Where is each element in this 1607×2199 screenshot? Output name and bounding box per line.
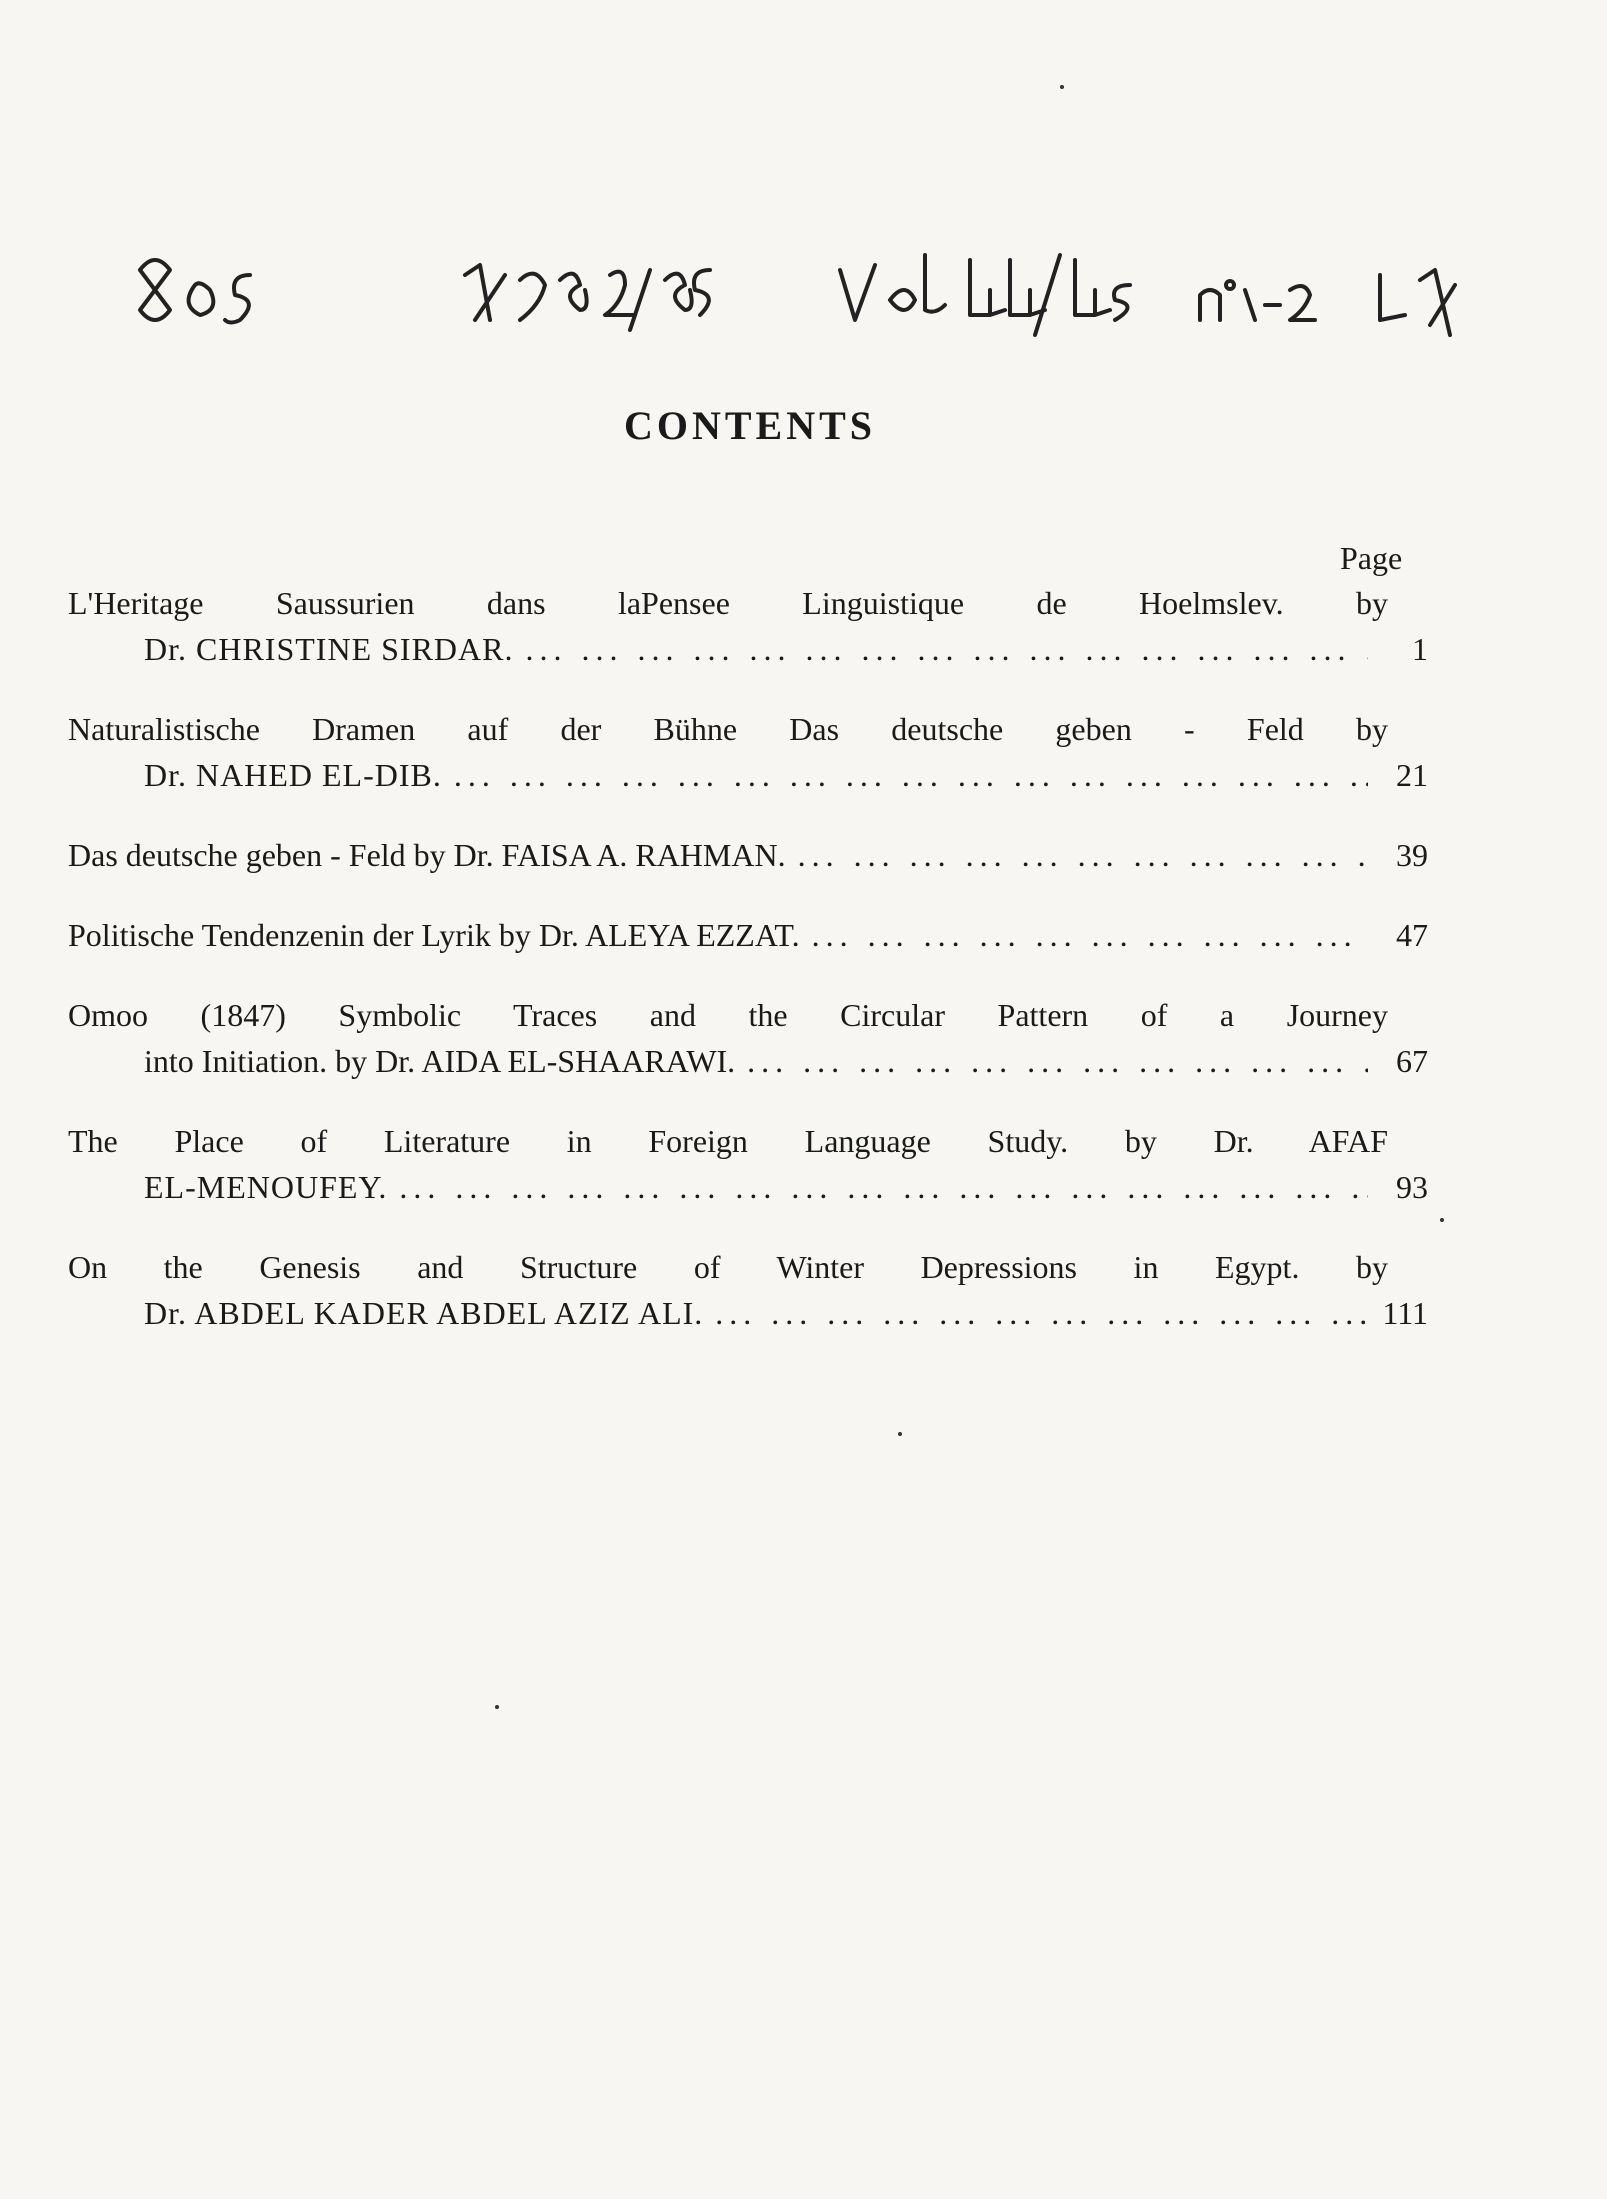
page-title: CONTENTS <box>623 403 877 448</box>
toc-entry-page: 1 <box>1412 631 1428 667</box>
dot-leader <box>442 752 1368 798</box>
toc-entry-author: Dr. CHRISTINE SIRDAR. <box>144 631 514 667</box>
toc-entry-author: Dr. NAHED EL-DIB. <box>144 757 442 793</box>
dot-leader <box>513 626 1368 672</box>
toc-entry-page: 67 <box>1396 1043 1428 1079</box>
handwritten-shelfmark <box>120 230 1560 350</box>
toc-entry-page: 93 <box>1396 1169 1428 1205</box>
toc-entry <box>68 580 1428 672</box>
toc-entry-page: 111 <box>1382 1295 1428 1331</box>
dot-leader <box>387 1164 1368 1210</box>
table-of-contents <box>68 580 1428 1370</box>
toc-entry-title: On the Genesis and Structure of Winter Depressions in Egypt. by <box>68 1249 1388 1285</box>
toc-entry <box>68 706 1428 798</box>
toc-entry <box>68 832 1428 878</box>
toc-entry-author: Dr. ABDEL KADER ABDEL AZIZ ALI. <box>144 1295 704 1331</box>
toc-entry-page: 47 <box>1396 917 1428 953</box>
scan-speck <box>898 1432 902 1436</box>
toc-entry-title: Naturalistische Dramen auf der Bühne Das deutsche geben - Feld by <box>68 711 1388 747</box>
toc-entry <box>68 1118 1428 1210</box>
toc-entry-page: 21 <box>1396 757 1428 793</box>
toc-entry <box>68 1244 1428 1336</box>
dot-leader <box>786 832 1368 878</box>
scan-speck <box>495 1705 499 1709</box>
dot-leader <box>800 912 1368 958</box>
toc-entry <box>68 992 1428 1084</box>
toc-entry-page: 39 <box>1396 837 1428 873</box>
toc-entry-title: Das deutsche geben - Feld by Dr. FAISA A. RAHMAN. <box>68 837 786 873</box>
toc-entry-title: L'Heritage Saussurien dans laPensee Linguistique de Hoelmslev. by <box>68 585 1388 621</box>
toc-entry-author: into Initiation. by Dr. AIDA EL-SHAARAWI. <box>144 1043 736 1079</box>
dot-leader <box>703 1290 1368 1336</box>
toc-entry-title: The Place of Literature in Foreign Language Study. by Dr. AFAF <box>68 1123 1388 1159</box>
page-column-label: Page <box>1340 540 1403 576</box>
scan-speck <box>1060 85 1064 89</box>
dot-leader <box>735 1038 1368 1084</box>
toc-entry-title: Omoo (1847) Symbolic Traces and the Circular Pattern of a Journey <box>68 997 1388 1033</box>
handwritten-shelfmark-drawing <box>120 230 1560 350</box>
scan-speck <box>1440 1218 1444 1222</box>
toc-entry-author: EL-MENOUFEY. <box>144 1169 388 1205</box>
toc-entry-title: Politische Tendenzenin der Lyrik by Dr. ALEYA EZZAT. <box>68 917 800 953</box>
toc-entry <box>68 912 1428 958</box>
